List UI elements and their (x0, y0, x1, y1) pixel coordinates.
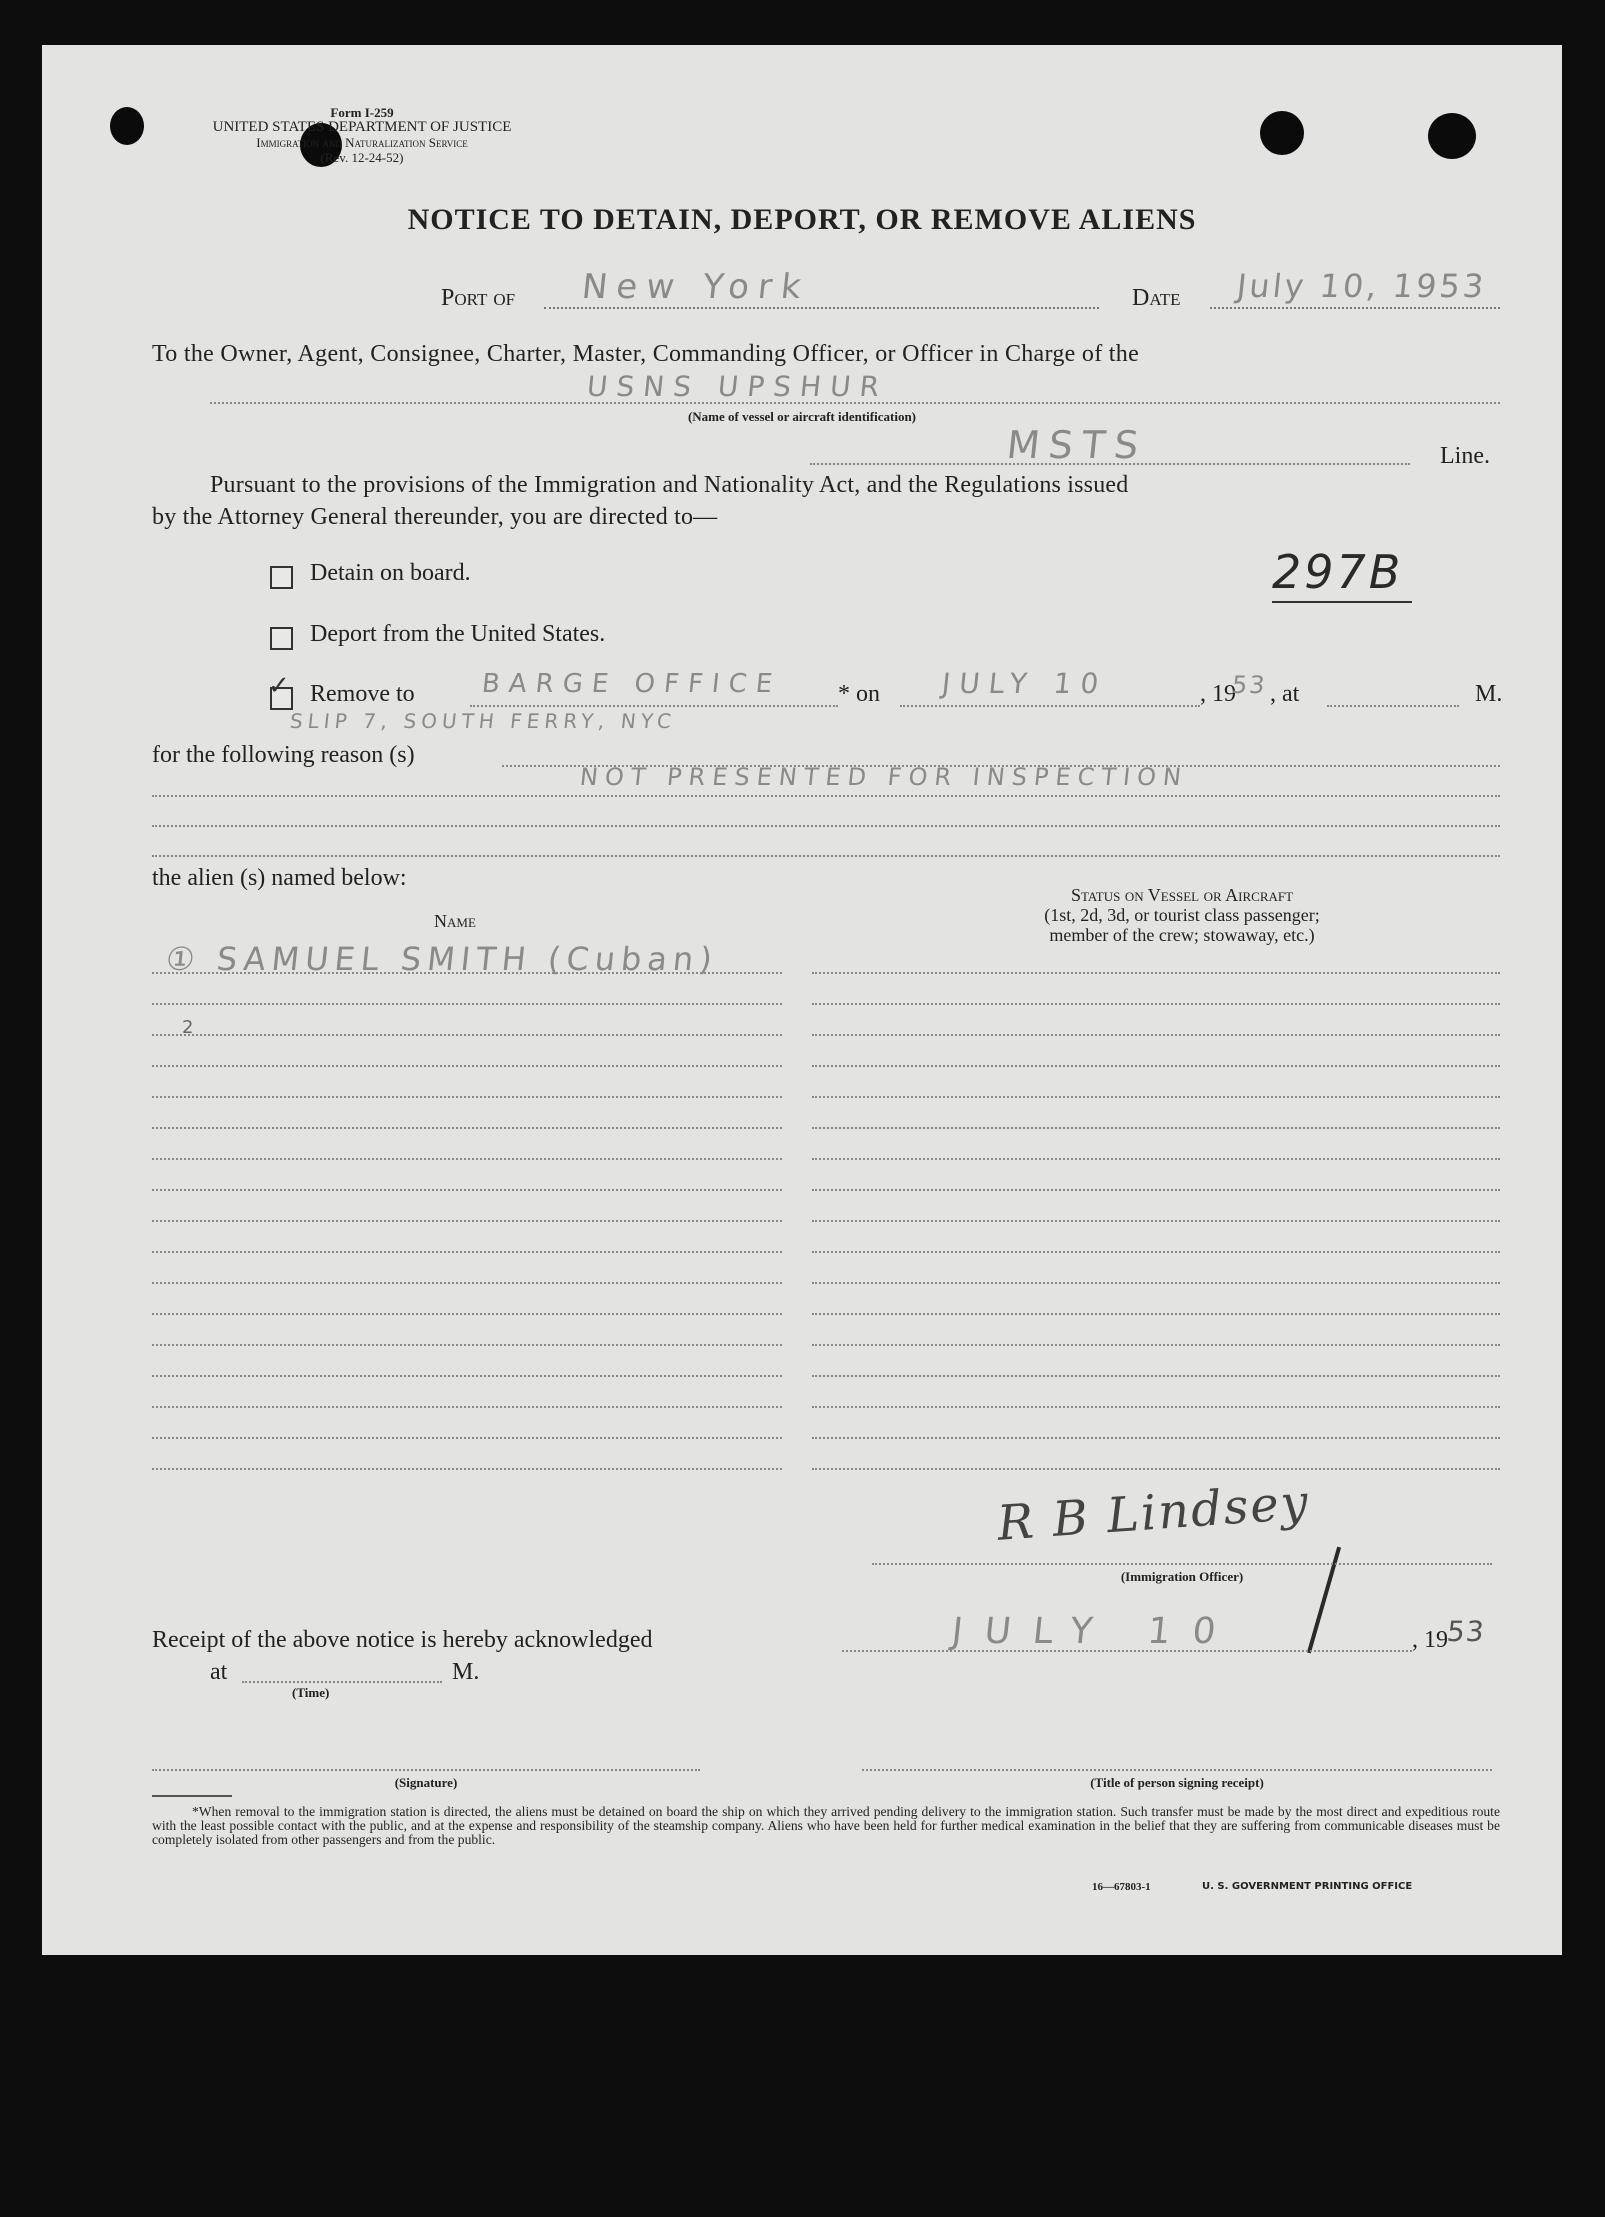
status-entry-line (812, 1406, 1500, 1408)
alien-name: ① SAMUEL SMITH (Cuban) (164, 940, 720, 978)
officer-caption: (Immigration Officer) (1120, 1569, 1244, 1584)
name-entry-line (152, 1065, 782, 1067)
status-entry-line (812, 1158, 1500, 1160)
remove-place-line2: SLIP 7, SOUTH FERRY, NYC (288, 709, 678, 733)
receipt-title-field (862, 1769, 1492, 1771)
port-label: Port of (441, 285, 516, 311)
receipt-title-caption: (Title of person signing receipt) (1090, 1775, 1264, 1790)
footnote: *When removal to the immigration station is directed, the aliens must be detained on board the ship on which they arrived pending delivery to the immigration station. Such transfer must be made by the most direct and expeditious route with the least possible contact with the public, and at the expense and responsibility of the steamship company. Aliens who have been held for further medical examination in the belief that they are suffering from communicable diseases must be completely isolated from other passengers and from the public. (152, 1804, 1500, 1847)
name-entry-line (152, 1437, 782, 1439)
name-entry-line (152, 1282, 782, 1284)
status-entry-line (812, 1282, 1500, 1284)
signature-field (152, 1769, 700, 1771)
signature-caption: (Signature) (394, 1775, 458, 1790)
line-value: MSTS (1004, 423, 1150, 467)
reason-field-2 (152, 795, 1500, 797)
name-entry-line (152, 1375, 782, 1377)
remove-label: Remove to (310, 681, 415, 707)
name-entry-line (152, 1034, 782, 1036)
detain-checkbox[interactable] (270, 566, 293, 589)
name-entry-line (152, 1158, 782, 1160)
name-entry-line (152, 1127, 782, 1129)
service-name: Immigration and Naturalization Service (256, 135, 468, 150)
status-entry-line (812, 1313, 1500, 1315)
vessel-caption: (Name of vessel or aircraft identification) (687, 409, 917, 424)
name-column-header: Name (434, 911, 476, 931)
form-title: NOTICE TO DETAIN, DEPORT, OR REMOVE ALIENS (407, 203, 1197, 236)
name-entry-line (152, 1096, 782, 1098)
name-entry-line (152, 1406, 782, 1408)
deport-checkbox[interactable] (270, 627, 293, 650)
punch-hole (1428, 113, 1476, 159)
receipt-time-field (242, 1681, 442, 1683)
date-field (1210, 307, 1500, 309)
remove-m-label: M. (1475, 681, 1503, 707)
status-entry-line (812, 972, 1500, 974)
reason-label: for the following reason (s) (152, 742, 415, 768)
status-entry-line (812, 1251, 1500, 1253)
vessel-value: USNS UPSHUR (585, 370, 890, 403)
status-header-line2: (1st, 2d, 3d, or tourist class passenger; (1044, 905, 1320, 925)
status-header-title: Status on Vessel or Aircraft (1070, 885, 1294, 905)
status-entry-line (812, 1096, 1500, 1098)
alien-row-number: 2 (182, 1017, 194, 1038)
signature-field-short (152, 1795, 232, 1797)
pursuant-text: Pursuant to the provisions of the Immigration and Nationality Act, and the Regulations issued (210, 472, 1129, 498)
receipt-time-caption: (Time) (292, 1685, 330, 1700)
status-entry-line (812, 1003, 1500, 1005)
name-entry-line (152, 1220, 782, 1222)
form-revision: (Rev. 12-24-52) (320, 150, 404, 165)
status-entry-line (812, 1344, 1500, 1346)
printer-imprint: U. S. GOVERNMENT PRINTING OFFICE (1202, 1881, 1413, 1892)
status-entry-line (812, 1375, 1500, 1377)
receipt-year-prefix: , 19 (1412, 1627, 1448, 1653)
port-field (544, 307, 1099, 309)
remove-year: 53 (1230, 671, 1269, 699)
reason-field-4 (152, 855, 1500, 857)
name-entry-line (152, 1344, 782, 1346)
status-entry-line (812, 1189, 1500, 1191)
receipt-m-label: M. (452, 1659, 480, 1685)
status-entry-line (812, 1065, 1500, 1067)
name-entry-line (152, 1251, 782, 1253)
status-entry-line (812, 1220, 1500, 1222)
remove-year-prefix: , 19 (1200, 681, 1236, 707)
agency-name: UNITED STATES DEPARTMENT OF JUSTICE (212, 119, 512, 135)
print-code: 16—67803-1 (1092, 1881, 1151, 1893)
remove-on-label: * on (838, 681, 880, 707)
status-entry-line (812, 1468, 1500, 1470)
punch-hole (110, 107, 144, 145)
file-number: 297B (1272, 545, 1404, 599)
receipt-year: 53 (1445, 1615, 1487, 1648)
reason-field-3 (152, 825, 1500, 827)
remove-date-field (900, 705, 1200, 707)
aliens-label: the alien (s) named below: (152, 865, 407, 891)
remove-at-label: , at (1270, 681, 1300, 707)
form-page (42, 45, 1562, 1955)
name-entry-line (152, 1313, 782, 1315)
receipt-at-label: at (210, 1659, 228, 1685)
date-value: July 10, 1953 (1235, 267, 1489, 305)
port-value: New York (579, 267, 812, 307)
receipt-text: Receipt of the above notice is hereby acknowledged (152, 1627, 653, 1653)
status-entry-line (812, 1034, 1500, 1036)
status-column-header (872, 885, 1492, 945)
name-entry-line (152, 972, 782, 974)
detain-label: Detain on board. (310, 560, 471, 586)
name-entry-line (152, 1003, 782, 1005)
receipt-date: JULY 10 (949, 1611, 1240, 1652)
status-entry-line (812, 1127, 1500, 1129)
name-entry-line (152, 1468, 782, 1470)
remove-date: JULY 10 (940, 667, 1109, 700)
status-entry-line (812, 1437, 1500, 1439)
date-label: Date (1132, 285, 1181, 311)
name-entry-line (152, 1189, 782, 1191)
line-label: Line. (1440, 443, 1490, 469)
form-header (152, 105, 572, 165)
officer-signature: R B Lindsey (995, 1474, 1312, 1552)
remove-place: BARGE OFFICE (480, 669, 783, 699)
addressee-text: To the Owner, Agent, Consignee, Charter, Master, Commanding Officer, or Officer in Charge of the (152, 341, 1140, 367)
deport-label: Deport from the United States. (310, 621, 606, 647)
reason-value: NOT PRESENTED FOR INSPECTION (578, 763, 1190, 791)
remove-place-field (470, 705, 838, 707)
punch-hole (1260, 111, 1304, 155)
officer-field (872, 1563, 1492, 1565)
file-number-underline (1272, 601, 1412, 603)
status-header-line3: member of the crew; stowaway, etc.) (1049, 925, 1315, 945)
form-number: Form I-259 (330, 105, 394, 120)
remove-checkmark: ✓ (268, 671, 290, 701)
pursuant-text-2: by the Attorney General thereunder, you are directed to— (152, 504, 718, 530)
remove-time-field (1327, 705, 1459, 707)
